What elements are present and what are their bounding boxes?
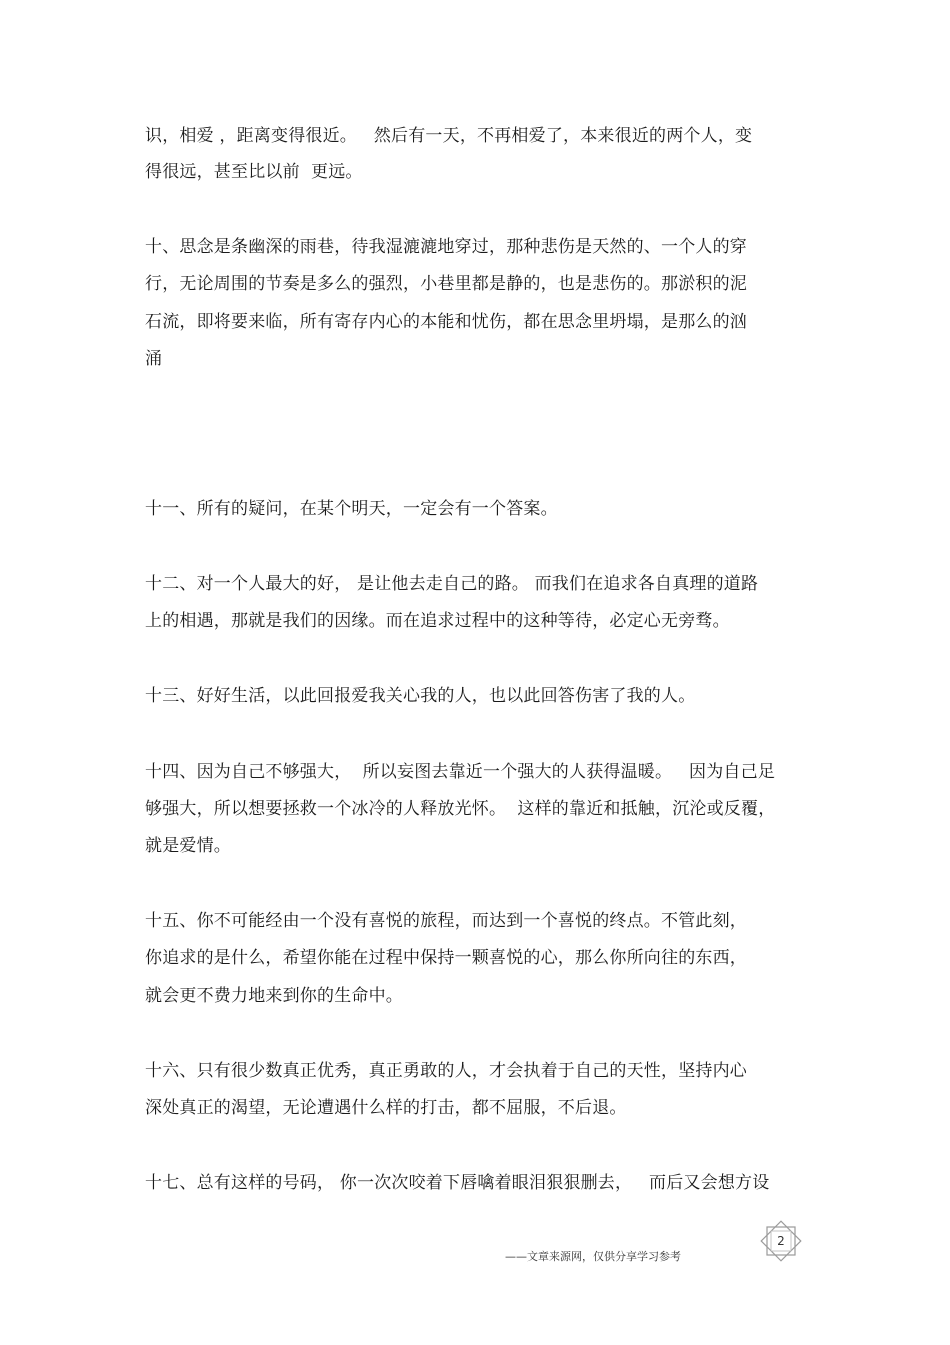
paragraph-line: 十七、总有这样的号码， 你一次次咬着下唇噙着眼泪狠狠删去， 而后又会想方设	[145, 1173, 770, 1193]
paragraph-line: 你追求的是什么，希望你能在过程中保持一颗喜悦的心，那么你所向往的东西，	[145, 948, 747, 968]
paragraph-line: 十三、好好生活，以此回报爱我关心我的人，也以此回答伤害了我的人。	[145, 686, 696, 706]
paragraph-line: 行，无论周围的节奏是多么的强烈，小巷里都是静的，也是悲伤的。那淤积的泥	[145, 274, 747, 294]
paragraph-line: 涌	[145, 349, 163, 369]
paragraph-line: 十一、所有的疑问，在某个明天，一定会有一个答案。	[145, 499, 558, 519]
page-number: 2	[777, 1234, 785, 1248]
paragraph-line: 就会更不费力地来到你的生命中。	[145, 986, 403, 1006]
paragraph-line: 十二、对一个人最大的好， 是让他去走自己的路。 而我们在追求各自真理的道路	[145, 574, 759, 594]
paragraph-line: 识，相爱 ，距离变得很近。 然后有一天，不再相爱了，本来很近的两个人，变	[145, 126, 753, 146]
paragraph-line: 够强大，所以想要拯救一个冰冷的人释放光怀。 这样的靠近和抵触，沉沦或反覆，	[145, 799, 776, 819]
paragraph-line: 十五、你不可能经由一个没有喜悦的旅程，而达到一个喜悦的终点。不管此刻，	[145, 911, 747, 931]
paragraph-line: 就是爱情。	[145, 836, 231, 856]
paragraph-line: 深处真正的渴望，无论遭遇什么样的打击，都不屈服，不后退。	[145, 1098, 627, 1118]
paragraph-line: 十、思念是条幽深的雨巷，待我湿漉漉地穿过，那种悲伤是天然的、一个人的穿	[145, 237, 747, 257]
paragraph-line: 石流，即将要来临，所有寄存内心的本能和忧伤，都在思念里坍塌，是那么的汹	[145, 312, 747, 332]
paragraph-line: 上的相遇，那就是我们的因缘。而在追求过程中的这种等待，必定心无旁骛。	[145, 611, 730, 631]
paragraph-line: 十六、只有很少数真正优秀，真正勇敢的人，才会执着于自己的天性，坚持内心	[145, 1061, 747, 1081]
paragraph-line: 十四、因为自己不够强大， 所以妄图去靠近一个强大的人获得温暖。 因为自己足	[145, 762, 776, 782]
paragraph-line: 得很远，甚至比以前 更远。	[145, 162, 363, 182]
footer-note: ——文章来源网，仅供分享学习参考	[505, 1250, 681, 1263]
